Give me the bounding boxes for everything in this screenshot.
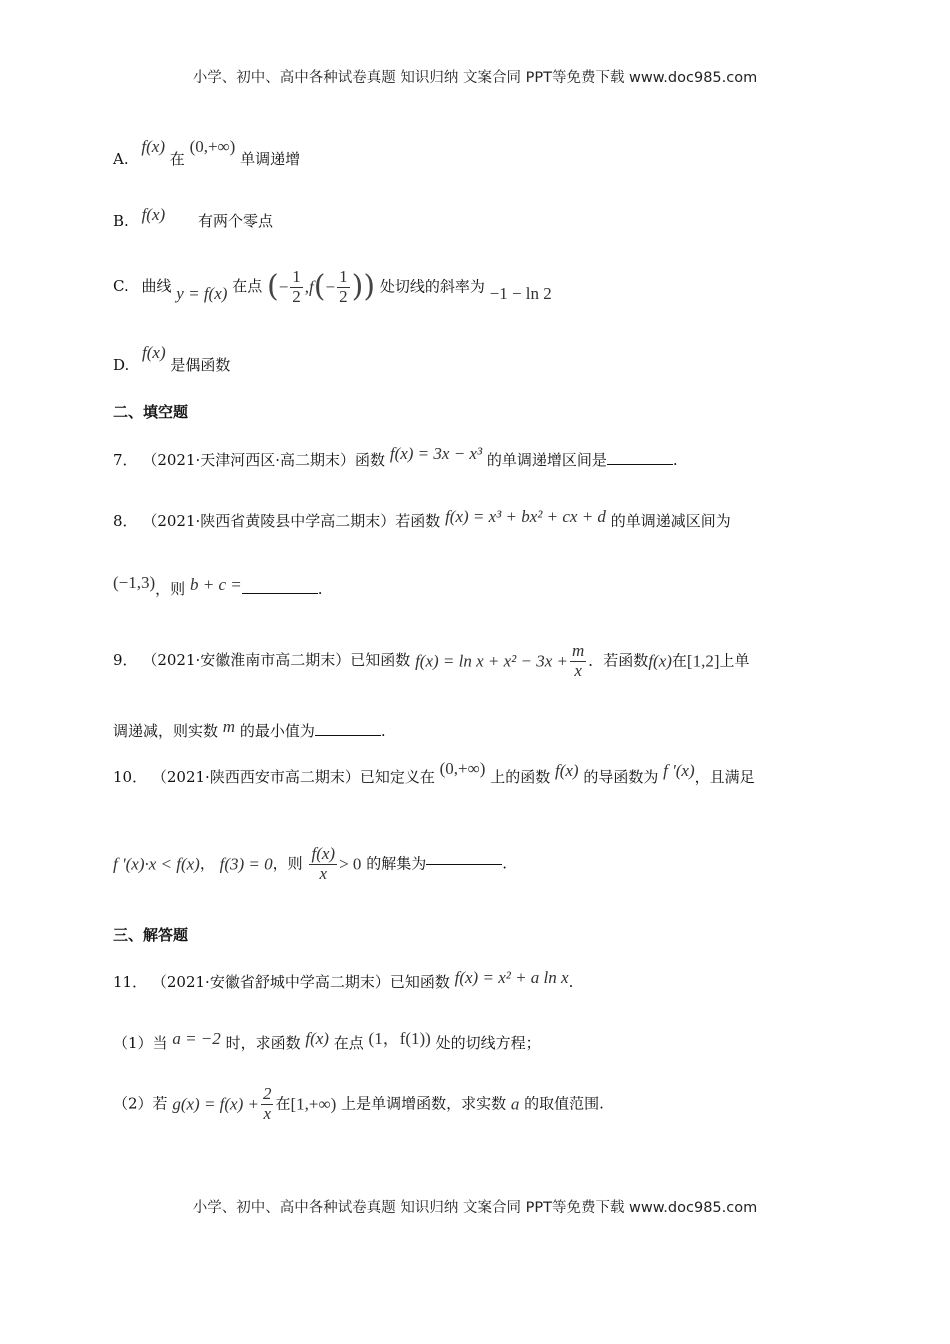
question-9-line2 <box>113 717 386 740</box>
q8-end: . <box>317 580 323 598</box>
q11-expr: f(x) = x² + a ln x <box>454 968 569 987</box>
q10-mid3: ，则 <box>272 854 303 873</box>
q10-cond1: f '(x)·x < f(x) <box>113 854 200 874</box>
q10-func: f(x) <box>554 761 579 780</box>
option-d <box>113 343 231 374</box>
q11-p2-post: 上是单调增函数，求实数 <box>341 1094 507 1113</box>
option-a-mid: 在 <box>169 150 185 168</box>
q9-post: 上单 <box>719 651 750 670</box>
paren-open: ( <box>313 269 326 305</box>
q7-number: 7． <box>113 451 138 469</box>
q11-number: 11． <box>113 973 148 991</box>
q11-end: . <box>568 973 574 991</box>
option-c-pre: 曲线 <box>141 277 172 296</box>
q11-p2-mid: 在 <box>275 1094 291 1113</box>
option-b-label: B. <box>113 212 129 230</box>
q8-answer-blank[interactable] <box>242 593 318 594</box>
q7-expr: f(x) = 3x − x³ <box>389 444 483 463</box>
q10-mid2: 的导函数为 <box>583 768 659 786</box>
q9-end: . <box>380 722 386 740</box>
option-a <box>113 137 301 168</box>
q11-p1-mid2: 在点 <box>333 1034 364 1052</box>
q7-end: . <box>672 451 678 469</box>
section-title-answer: 三、解答题 <box>113 926 189 944</box>
frac-num: f(x) <box>311 844 336 863</box>
option-c-point-frac2 <box>337 268 350 306</box>
q11-p1-label: （1）当 <box>113 1034 168 1052</box>
q9-line2-pre: 调递减，则实数 <box>113 722 219 740</box>
q10-pre: 已知定义在 <box>359 768 435 786</box>
q10-deriv: f '(x) <box>663 761 695 780</box>
frac-num: 1 <box>339 267 348 286</box>
q10-frac <box>309 845 337 883</box>
option-c-point-f: f <box>309 277 314 297</box>
question-11 <box>113 968 574 991</box>
question-9 <box>113 642 750 680</box>
paren-open: ( <box>266 269 279 305</box>
option-c-mid: 在点 <box>232 277 263 296</box>
option-b-func: f(x) <box>141 205 166 224</box>
q11-pre: 已知函数 <box>389 973 450 991</box>
q8-source: （2021·陕西省黄陵县中学高二期末） <box>142 512 396 530</box>
question-10 <box>113 759 755 786</box>
q10-answer-blank[interactable] <box>426 864 502 865</box>
q9-interval: [1,2] <box>686 651 720 671</box>
q11-p2-post2: 的取值范围. <box>524 1094 604 1113</box>
q7-source: （2021·天津河西区·高二期末） <box>142 451 356 469</box>
q10-sep: ， <box>199 854 215 873</box>
q8-expr: f(x) = x³ + bx² + cx + d <box>445 507 606 526</box>
q11-p1-post: 处的切线方程； <box>435 1034 541 1052</box>
frac-num: m <box>572 641 585 660</box>
option-c-label: C. <box>113 277 129 296</box>
q11-p1-func: f(x) <box>305 1029 329 1048</box>
q10-interval: (0,+∞) <box>439 759 486 778</box>
q9-mid: ．若函数 <box>588 651 649 670</box>
option-c-post: 处切线的斜率为 <box>379 277 485 296</box>
q10-source: （2021·陕西西安市高二期末） <box>151 768 360 786</box>
question-10-line2 <box>113 845 507 883</box>
option-b <box>113 205 273 230</box>
q10-end: . <box>502 854 507 873</box>
q8-interval: (−1,3) <box>113 573 156 592</box>
q9-line2-post: 的最小值为 <box>239 722 315 740</box>
q7-answer-blank[interactable] <box>607 464 673 465</box>
frac-den: x <box>319 863 328 883</box>
q11-source: （2021·安徽省舒城中学高二期末） <box>151 973 390 991</box>
q10-number: 10． <box>113 768 148 786</box>
option-b-text: 有两个零点 <box>197 212 273 230</box>
q11-p1-cond: a = −2 <box>172 1029 221 1048</box>
question-11-part-2 <box>113 1085 604 1123</box>
q11-p2-var: a <box>510 1094 520 1114</box>
q11-p1-mid: 时，求函数 <box>225 1034 301 1052</box>
option-c-slope: −1 − ln 2 <box>489 284 552 304</box>
q9-expr: f(x) = ln x + x² − 3x + <box>415 651 569 671</box>
question-8-line2 <box>113 573 323 598</box>
q8-number: 8． <box>113 512 138 530</box>
q11-p1-point: (1，f(1)) <box>368 1029 431 1048</box>
q10-mid: 上的函数 <box>490 768 551 786</box>
q11-p2-expr: g(x) = f(x) + <box>172 1094 259 1114</box>
q10-line2-post: 的解集为 <box>366 854 427 873</box>
q9-number: 9． <box>113 651 138 670</box>
frac-den: 2 <box>292 286 301 306</box>
option-c: C. 曲线 y = f(x) 在点 (− $\frac{1}{2}$ ,f(− $\frac{1}{2}$ )) 处切线的斜率为 −1 − ln 2 <box>113 267 552 306</box>
option-a-text: 单调递增 <box>240 150 301 168</box>
frac-num: 2 <box>262 1084 272 1103</box>
q7-pre: 函数 <box>355 451 386 469</box>
q9-mid2: 在 <box>671 651 687 670</box>
q8-pre: 若函数 <box>395 512 441 530</box>
option-d-text: 是偶函数 <box>170 356 231 374</box>
paren-close: ) <box>363 269 376 305</box>
q11-p2-label: （2）若 <box>113 1094 168 1113</box>
q8-expr2: b + c = <box>189 575 242 594</box>
option-c-point-frac <box>290 268 303 306</box>
option-a-interval: (0,+∞) <box>189 137 236 156</box>
q11-p2-frac <box>261 1085 274 1123</box>
frac-den: 2 <box>339 286 348 306</box>
option-a-func: f(x) <box>141 137 165 156</box>
header-banner: 小学、初中、高中各种试卷真题 知识归纳 文案合同 PPT等免费下载 www.doc985.com <box>192 70 758 86</box>
question-11-part-1 <box>113 1029 541 1052</box>
q9-func: f(x) <box>648 651 672 671</box>
q9-answer-blank[interactable] <box>315 735 381 736</box>
frac-den: x <box>263 1103 271 1123</box>
option-c-curve: y = f(x) <box>176 284 228 304</box>
paren-close: ) <box>351 269 364 305</box>
option-d-func: f(x) <box>142 343 166 362</box>
question-7 <box>113 444 678 469</box>
frac-den: x <box>574 660 582 680</box>
q7-post: 的单调递增区间是 <box>486 451 607 469</box>
q10-ineq: > 0 <box>339 854 362 874</box>
option-d-label: D. <box>113 356 130 374</box>
q10-post: ，且满足 <box>694 768 755 786</box>
q8-post: 的单调递减区间为 <box>610 512 731 530</box>
footer-banner: 小学、初中、高中各种试卷真题 知识归纳 文案合同 PPT等免费下载 www.doc985.com <box>192 1200 758 1216</box>
q9-source: （2021·安徽淮南市高二期末） <box>142 651 351 670</box>
question-8 <box>113 507 731 530</box>
section-title-fill-in: 二、填空题 <box>113 403 189 421</box>
q11-p2-interval: [1,+∞) <box>290 1094 337 1114</box>
q9-var: m <box>222 717 236 736</box>
option-a-label: A. <box>113 150 129 168</box>
q10-cond2: f(3) = 0 <box>219 854 273 874</box>
q9-pre: 已知函数 <box>350 651 411 670</box>
q9-frac <box>570 642 586 680</box>
frac-num: 1 <box>292 267 301 286</box>
q8-mid: ，则 <box>155 580 186 598</box>
